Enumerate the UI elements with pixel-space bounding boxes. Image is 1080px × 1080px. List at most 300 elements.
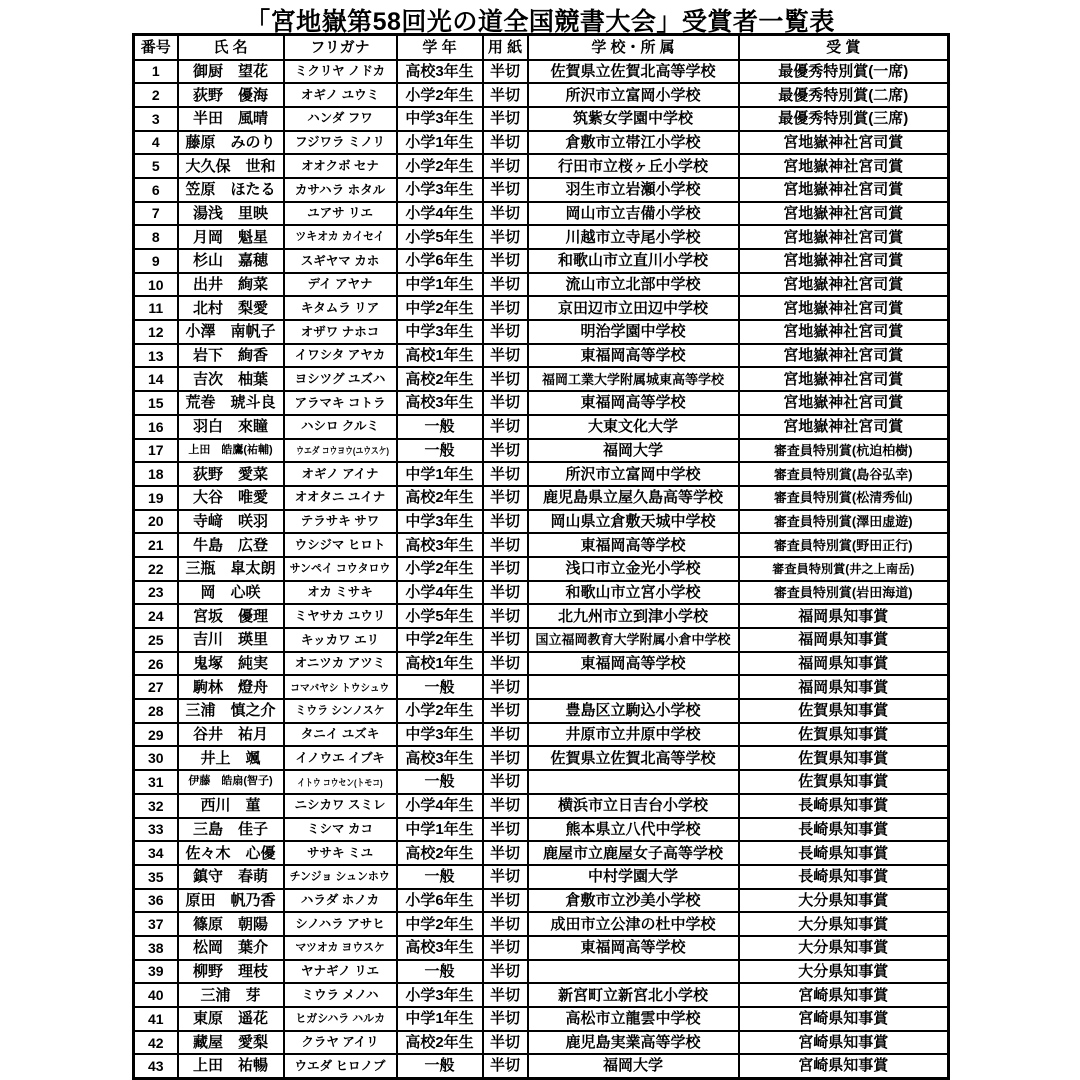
cell-award: 宮地嶽神社宮司賞 — [739, 249, 949, 273]
cell-kana — [284, 83, 397, 107]
cell-school: 岡山市立吉備小学校 — [528, 202, 739, 226]
cell-grade: 中学2年生 — [397, 628, 483, 652]
cell-kana — [284, 1031, 397, 1055]
cell-grade: 一般 — [397, 675, 483, 699]
cell-grade: 小学5年生 — [397, 225, 483, 249]
cell-paper: 半切 — [483, 344, 528, 368]
table-row — [134, 818, 949, 842]
kana-text: ミヤサカ ユウリ — [294, 608, 386, 623]
kana-text: ハンダ フワ — [307, 111, 373, 126]
cell-award: 宮地嶽神社宮司賞 — [739, 131, 949, 155]
header-grade: 学 年 — [397, 35, 483, 60]
cell-paper: 半切 — [483, 865, 528, 889]
cell-name: 東原 遥花 — [178, 1007, 284, 1031]
cell-kana — [284, 983, 397, 1007]
header-school: 学 校・所 属 — [528, 35, 739, 60]
cell-num: 28 — [134, 699, 178, 723]
cell-paper: 半切 — [483, 746, 528, 770]
cell-name: 三島 佳子 — [178, 818, 284, 842]
cell-grade: 一般 — [397, 439, 483, 463]
cell-name: 湯浅 里映 — [178, 202, 284, 226]
cell-name: 三浦 芽 — [178, 983, 284, 1007]
cell-school: 成田市立公津の杜中学校 — [528, 912, 739, 936]
cell-num: 5 — [134, 154, 178, 178]
cell-school: 福岡工業大学附属城東高等学校 — [528, 367, 739, 391]
cell-num: 34 — [134, 841, 178, 865]
cell-kana — [284, 818, 397, 842]
cell-num: 31 — [134, 770, 178, 794]
table-row — [134, 889, 949, 913]
cell-name: 寺﨑 咲羽 — [178, 510, 284, 534]
cell-paper: 半切 — [483, 273, 528, 297]
cell-name: 宮坂 優理 — [178, 604, 284, 628]
cell-paper: 半切 — [483, 391, 528, 415]
cell-name: 西川 菫 — [178, 794, 284, 818]
cell-school: 所沢市立富岡小学校 — [528, 83, 739, 107]
cell-name: 伊藤 皓扇(智子) — [178, 770, 284, 794]
award-table-container — [132, 33, 950, 1080]
cell-school: 中村学園大学 — [528, 865, 739, 889]
cell-school: 東福岡高等学校 — [528, 533, 739, 557]
table-row — [134, 912, 949, 936]
cell-school: 東福岡高等学校 — [528, 652, 739, 676]
table-row — [134, 652, 949, 676]
cell-award: 宮地嶽神社宮司賞 — [739, 344, 949, 368]
cell-num: 36 — [134, 889, 178, 913]
cell-num: 3 — [134, 107, 178, 131]
cell-grade: 一般 — [397, 865, 483, 889]
cell-paper: 半切 — [483, 462, 528, 486]
cell-school: 福岡大学 — [528, 439, 739, 463]
cell-name: 荻野 愛菜 — [178, 462, 284, 486]
cell-paper: 半切 — [483, 936, 528, 960]
cell-school: 佐賀県立佐賀北高等学校 — [528, 746, 739, 770]
cell-kana — [284, 486, 397, 510]
cell-award: 長崎県知事賞 — [739, 841, 949, 865]
cell-school: 佐賀県立佐賀北高等学校 — [528, 60, 739, 84]
kana-text: ミクリヤ ノドカ — [294, 64, 386, 79]
cell-award: 宮崎県知事賞 — [739, 1007, 949, 1031]
table-row — [134, 107, 949, 131]
cell-award: 審査員特別賞(野田正行) — [739, 533, 949, 557]
cell-num: 10 — [134, 273, 178, 297]
cell-num: 40 — [134, 983, 178, 1007]
cell-award: 宮地嶽神社宮司賞 — [739, 415, 949, 439]
cell-num: 9 — [134, 249, 178, 273]
cell-name: 藏屋 愛梨 — [178, 1031, 284, 1055]
cell-school — [528, 960, 739, 984]
cell-award: 長崎県知事賞 — [739, 865, 949, 889]
cell-kana — [284, 344, 397, 368]
cell-grade: 一般 — [397, 960, 483, 984]
table-row — [134, 746, 949, 770]
cell-name: 北村 梨愛 — [178, 296, 284, 320]
cell-paper: 半切 — [483, 60, 528, 84]
cell-kana — [284, 1007, 397, 1031]
cell-name: 藤原 みのり — [178, 131, 284, 155]
table-row — [134, 628, 949, 652]
cell-paper: 半切 — [483, 675, 528, 699]
header-furigana: フリガナ — [284, 35, 397, 60]
cell-grade: 中学3年生 — [397, 510, 483, 534]
cell-kana — [284, 889, 397, 913]
table-row — [134, 439, 949, 463]
cell-name: 荒巻 琥斗良 — [178, 391, 284, 415]
cell-num: 23 — [134, 581, 178, 605]
cell-kana — [284, 415, 397, 439]
kana-text: コマバヤシ トウシュウ — [290, 681, 390, 694]
cell-grade: 高校2年生 — [397, 486, 483, 510]
kana-text: スギヤマ カホ — [300, 253, 380, 268]
cell-award: 福岡県知事賞 — [739, 675, 949, 699]
cell-award: 大分県知事賞 — [739, 960, 949, 984]
cell-school: 倉敷市立沙美小学校 — [528, 889, 739, 913]
header-award: 受 賞 — [739, 35, 949, 60]
cell-paper: 半切 — [483, 794, 528, 818]
table-row — [134, 344, 949, 368]
cell-kana — [284, 225, 397, 249]
cell-name: 羽白 來瞳 — [178, 415, 284, 439]
table-row — [134, 320, 949, 344]
cell-paper: 半切 — [483, 983, 528, 1007]
cell-award: 宮地嶽神社宮司賞 — [739, 391, 949, 415]
cell-paper: 半切 — [483, 604, 528, 628]
kana-text: シノハラ アサヒ — [295, 916, 385, 931]
cell-school: 明治学園中学校 — [528, 320, 739, 344]
cell-paper: 半切 — [483, 1007, 528, 1031]
header-number: 番号 — [134, 35, 178, 60]
cell-grade: 小学3年生 — [397, 983, 483, 1007]
table-row — [134, 841, 949, 865]
cell-num: 15 — [134, 391, 178, 415]
table-row — [134, 557, 949, 581]
cell-kana — [284, 510, 397, 534]
cell-grade: 一般 — [397, 415, 483, 439]
cell-num: 26 — [134, 652, 178, 676]
cell-kana — [284, 320, 397, 344]
cell-school: 岡山県立倉敷天城中学校 — [528, 510, 739, 534]
cell-num: 14 — [134, 367, 178, 391]
cell-award: 佐賀県知事賞 — [739, 699, 949, 723]
cell-paper: 半切 — [483, 486, 528, 510]
cell-name: 御厨 望花 — [178, 60, 284, 84]
kana-text: オギノ アイナ — [301, 466, 379, 481]
cell-name: 杉山 嘉穂 — [178, 249, 284, 273]
cell-award: 宮崎県知事賞 — [739, 1054, 949, 1078]
cell-grade: 高校1年生 — [397, 652, 483, 676]
table-row — [134, 367, 949, 391]
cell-school: 倉敷市立帯江小学校 — [528, 131, 739, 155]
cell-num: 42 — [134, 1031, 178, 1055]
cell-grade: 小学1年生 — [397, 131, 483, 155]
cell-num: 39 — [134, 960, 178, 984]
cell-kana — [284, 131, 397, 155]
cell-kana — [284, 912, 397, 936]
cell-name: 鬼塚 純実 — [178, 652, 284, 676]
cell-kana — [284, 439, 397, 463]
cell-paper: 半切 — [483, 367, 528, 391]
kana-text: サンペイ コウタロウ — [289, 563, 391, 576]
cell-grade: 小学2年生 — [397, 699, 483, 723]
cell-kana — [284, 1054, 397, 1078]
cell-num: 2 — [134, 83, 178, 107]
kana-text: ミウラ シンノスケ — [295, 705, 385, 718]
cell-award: 宮地嶽神社宮司賞 — [739, 178, 949, 202]
cell-kana — [284, 557, 397, 581]
kana-text: ツキオカ カイセイ — [295, 231, 385, 244]
cell-num: 22 — [134, 557, 178, 581]
cell-paper: 半切 — [483, 249, 528, 273]
cell-num: 6 — [134, 178, 178, 202]
table-row — [134, 391, 949, 415]
cell-school: 豊島区立駒込小学校 — [528, 699, 739, 723]
table-row — [134, 60, 949, 84]
cell-paper: 半切 — [483, 225, 528, 249]
cell-grade: 中学3年生 — [397, 723, 483, 747]
cell-kana — [284, 794, 397, 818]
cell-kana — [284, 296, 397, 320]
cell-grade: 高校3年生 — [397, 533, 483, 557]
cell-award: 宮地嶽神社宮司賞 — [739, 154, 949, 178]
cell-kana — [284, 936, 397, 960]
cell-kana — [284, 699, 397, 723]
cell-grade: 中学1年生 — [397, 462, 483, 486]
cell-num: 43 — [134, 1054, 178, 1078]
cell-paper: 半切 — [483, 912, 528, 936]
table-row — [134, 131, 949, 155]
table-row — [134, 865, 949, 889]
table-row — [134, 178, 949, 202]
cell-kana — [284, 746, 397, 770]
cell-name: 駒林 燈舟 — [178, 675, 284, 699]
cell-name: 吉次 柚葉 — [178, 367, 284, 391]
cell-name: 松岡 葉介 — [178, 936, 284, 960]
cell-grade: 小学6年生 — [397, 889, 483, 913]
cell-award: 審査員特別賞(岩田海道) — [739, 581, 949, 605]
cell-name: 柳野 理枝 — [178, 960, 284, 984]
cell-num: 21 — [134, 533, 178, 557]
cell-kana — [284, 581, 397, 605]
table-row — [134, 723, 949, 747]
cell-school: 所沢市立富岡中学校 — [528, 462, 739, 486]
cell-num: 11 — [134, 296, 178, 320]
table-row — [134, 462, 949, 486]
cell-paper: 半切 — [483, 1054, 528, 1078]
cell-school — [528, 770, 739, 794]
cell-num: 18 — [134, 462, 178, 486]
cell-award: 福岡県知事賞 — [739, 652, 949, 676]
cell-num: 20 — [134, 510, 178, 534]
table-row — [134, 675, 949, 699]
cell-kana — [284, 462, 397, 486]
kana-text: アラマキ コトラ — [294, 395, 386, 410]
cell-name: 岩下 絢香 — [178, 344, 284, 368]
cell-award: 審査員特別賞(島谷弘幸) — [739, 462, 949, 486]
cell-name: 月岡 魁星 — [178, 225, 284, 249]
cell-paper: 半切 — [483, 1031, 528, 1055]
cell-kana — [284, 628, 397, 652]
cell-award: 宮崎県知事賞 — [739, 983, 949, 1007]
cell-paper: 半切 — [483, 699, 528, 723]
cell-kana — [284, 865, 397, 889]
cell-school: 井原市立井原中学校 — [528, 723, 739, 747]
cell-school: 大東文化大学 — [528, 415, 739, 439]
cell-school: 東福岡高等学校 — [528, 391, 739, 415]
cell-grade: 中学1年生 — [397, 273, 483, 297]
kana-text: ウシジマ ヒロト — [294, 537, 386, 552]
cell-award: 審査員特別賞(杭迫柏樹) — [739, 439, 949, 463]
kana-text: イノウエ イブキ — [295, 751, 385, 766]
cell-award: 最優秀特別賞(三席) — [739, 107, 949, 131]
cell-school: 行田市立桜ヶ丘小学校 — [528, 154, 739, 178]
cell-paper: 半切 — [483, 415, 528, 439]
cell-award: 宮地嶽神社宮司賞 — [739, 202, 949, 226]
cell-grade: 小学6年生 — [397, 249, 483, 273]
cell-kana — [284, 154, 397, 178]
cell-award: 佐賀県知事賞 — [739, 723, 949, 747]
cell-school: 流山市立北部中学校 — [528, 273, 739, 297]
cell-paper: 半切 — [483, 202, 528, 226]
cell-num: 33 — [134, 818, 178, 842]
cell-kana — [284, 60, 397, 84]
cell-award: 福岡県知事賞 — [739, 628, 949, 652]
cell-grade: 高校3年生 — [397, 936, 483, 960]
cell-school: 鹿屋市立鹿屋女子高等学校 — [528, 841, 739, 865]
cell-school: 羽生市立岩瀬小学校 — [528, 178, 739, 202]
cell-num: 30 — [134, 746, 178, 770]
cell-name: 出井 絢菜 — [178, 273, 284, 297]
cell-award: 長崎県知事賞 — [739, 794, 949, 818]
cell-school: 浅口市立金光小学校 — [528, 557, 739, 581]
kana-text: キッカワ エリ — [300, 632, 380, 647]
cell-name: 半田 風晴 — [178, 107, 284, 131]
cell-num: 1 — [134, 60, 178, 84]
cell-award: 大分県知事賞 — [739, 936, 949, 960]
cell-grade: 小学4年生 — [397, 794, 483, 818]
cell-grade: 小学4年生 — [397, 202, 483, 226]
cell-grade: 小学2年生 — [397, 154, 483, 178]
cell-paper: 半切 — [483, 131, 528, 155]
table-row — [134, 983, 949, 1007]
cell-kana — [284, 249, 397, 273]
cell-school: 北九州市立到津小学校 — [528, 604, 739, 628]
cell-paper: 半切 — [483, 320, 528, 344]
cell-num: 25 — [134, 628, 178, 652]
cell-num: 4 — [134, 131, 178, 155]
table-row — [134, 699, 949, 723]
cell-school: 筑紫女学園中学校 — [528, 107, 739, 131]
cell-name: 佐々木 心優 — [178, 841, 284, 865]
cell-kana — [284, 723, 397, 747]
kana-text: テラサキ サワ — [300, 514, 380, 529]
kana-text: イワシタ アヤカ — [294, 348, 386, 363]
cell-school: 川越市立寺尾小学校 — [528, 225, 739, 249]
cell-school: 東福岡高等学校 — [528, 344, 739, 368]
table-row — [134, 510, 949, 534]
kana-text: ヤナギノ リエ — [301, 964, 379, 979]
kana-text: オギノ ユウミ — [300, 87, 380, 102]
cell-award: 宮地嶽神社宮司賞 — [739, 296, 949, 320]
cell-kana — [284, 652, 397, 676]
table-row — [134, 794, 949, 818]
cell-name: 大久保 世和 — [178, 154, 284, 178]
cell-grade: 小学4年生 — [397, 581, 483, 605]
cell-kana — [284, 960, 397, 984]
cell-num: 41 — [134, 1007, 178, 1031]
kana-text: ミウラ メノハ — [301, 987, 379, 1002]
cell-num: 12 — [134, 320, 178, 344]
cell-num: 17 — [134, 439, 178, 463]
cell-grade: 高校2年生 — [397, 1031, 483, 1055]
cell-grade: 小学5年生 — [397, 604, 483, 628]
cell-num: 8 — [134, 225, 178, 249]
cell-paper: 半切 — [483, 154, 528, 178]
table-row — [134, 225, 949, 249]
cell-num: 24 — [134, 604, 178, 628]
cell-kana — [284, 675, 397, 699]
kana-text: ウエダ ヒロノブ — [294, 1058, 386, 1073]
cell-grade: 小学2年生 — [397, 83, 483, 107]
cell-grade: 一般 — [397, 1054, 483, 1078]
cell-paper: 半切 — [483, 723, 528, 747]
cell-grade: 高校3年生 — [397, 391, 483, 415]
cell-school: 和歌山市立宮小学校 — [528, 581, 739, 605]
cell-award: 福岡県知事賞 — [739, 604, 949, 628]
table-row — [134, 1031, 949, 1055]
table-row — [134, 533, 949, 557]
table-row — [134, 415, 949, 439]
cell-paper: 半切 — [483, 439, 528, 463]
kana-text: ミシマ カコ — [307, 822, 373, 837]
table-row — [134, 936, 949, 960]
kana-text: オオタニ ユイナ — [294, 490, 386, 505]
kana-text: キタムラ リア — [300, 300, 380, 315]
cell-award: 宮地嶽神社宮司賞 — [739, 225, 949, 249]
kana-text: オカ ミサキ — [307, 585, 373, 600]
table-body — [134, 60, 949, 1079]
cell-name: 三瓶 皐太朗 — [178, 557, 284, 581]
cell-grade: 中学2年生 — [397, 912, 483, 936]
cell-school: 新宮町立新宮北小学校 — [528, 983, 739, 1007]
cell-award: 長崎県知事賞 — [739, 818, 949, 842]
kana-text: ハシロ クルミ — [300, 419, 380, 434]
cell-paper: 半切 — [483, 296, 528, 320]
cell-kana — [284, 367, 397, 391]
cell-kana — [284, 841, 397, 865]
cell-paper: 半切 — [483, 841, 528, 865]
kana-text: イトウ コウセン(トモコ) — [297, 777, 383, 789]
cell-paper: 半切 — [483, 652, 528, 676]
cell-school: 国立福岡教育大学附属小倉中学校 — [528, 628, 739, 652]
cell-kana — [284, 178, 397, 202]
cell-name: 上田 皓鷹(祐輔) — [178, 439, 284, 463]
cell-paper: 半切 — [483, 960, 528, 984]
cell-kana — [284, 107, 397, 131]
table-row — [134, 249, 949, 273]
cell-award: 審査員特別賞(井之上南岳) — [739, 557, 949, 581]
cell-grade: 高校3年生 — [397, 60, 483, 84]
table-row — [134, 273, 949, 297]
cell-paper: 半切 — [483, 533, 528, 557]
cell-num: 35 — [134, 865, 178, 889]
kana-text: ユアサ リエ — [307, 206, 373, 221]
kana-text: チンジョ シュンホウ — [289, 870, 391, 883]
cell-award: 宮地嶽神社宮司賞 — [739, 367, 949, 391]
table-row — [134, 770, 949, 794]
cell-name: 三浦 慎之介 — [178, 699, 284, 723]
table-row — [134, 581, 949, 605]
cell-grade: 中学3年生 — [397, 320, 483, 344]
